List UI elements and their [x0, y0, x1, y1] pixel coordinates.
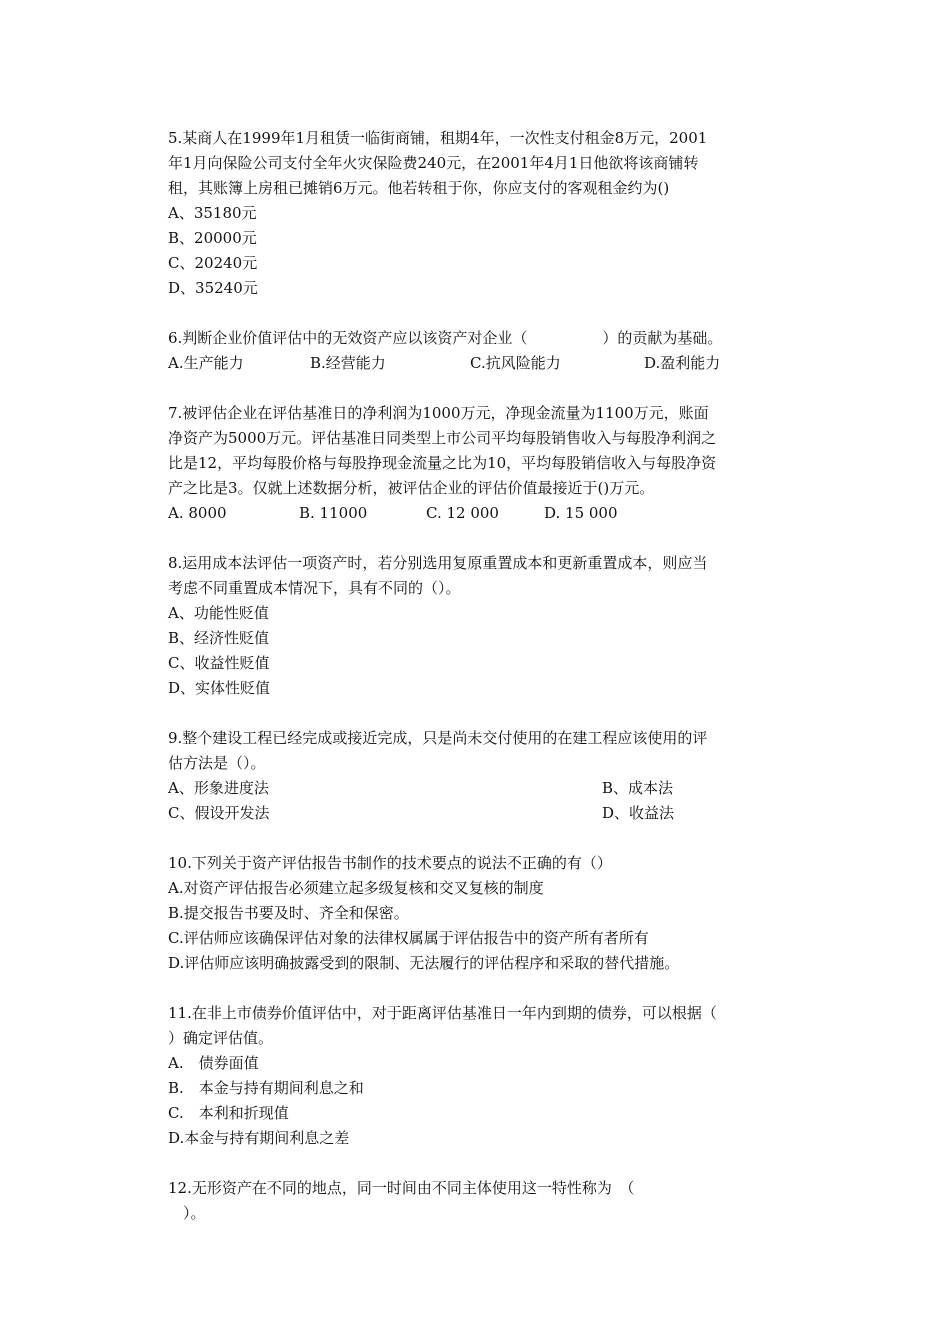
option-c: C.评估师应该确保评估对象的法律权属属于评估报告中的资产所有者所有 — [168, 929, 649, 947]
option-c: C、收益性贬值 — [168, 654, 270, 672]
option-a: A、35180元 — [168, 204, 257, 222]
options-row — [168, 501, 783, 526]
question-8-stem — [168, 551, 783, 601]
question-12 — [168, 1176, 783, 1226]
question-10 — [168, 851, 783, 976]
option-b: B.提交报告书要及时、齐全和保密。 — [168, 904, 409, 922]
question-6 — [168, 326, 783, 376]
question-10-stem — [168, 851, 783, 876]
question-7-stem — [168, 401, 783, 501]
stem-line: 10.下列关于资产评估报告书制作的技术要点的说法不正确的有（） — [168, 854, 612, 872]
stem-line: 估方法是（）。 — [168, 754, 266, 772]
options-row — [168, 351, 783, 376]
question-11 — [168, 1001, 783, 1151]
question-9 — [168, 726, 783, 826]
stem-line: ）确定评估值。 — [168, 1029, 274, 1047]
option-b: B、20000元 — [168, 229, 257, 247]
option-b: B.经营能力 — [310, 354, 386, 372]
option-b: B. 本金与持有期间利息之和 — [168, 1079, 364, 1097]
stem-line: 租，其账簿上房租已摊销6万元。他若转租于你，你应支付的客观租金约为() — [168, 179, 670, 197]
stem-line: ）。 — [168, 1204, 206, 1222]
stem-line: 产之比是3。仅就上述数据分析，被评估企业的评估价值最接近于()万元。 — [168, 479, 655, 497]
question-6-stem — [168, 326, 783, 351]
stem-line: 11.在非上市债券价值评估中，对于距离评估基准日一年内到期的债券，可以根据（ — [168, 1004, 717, 1022]
question-5-stem — [168, 126, 783, 201]
stem-line: 9.整个建设工程已经完成或接近完成，只是尚未交付使用的在建工程应该使用的评 — [168, 729, 708, 747]
options-row — [168, 801, 783, 826]
stem-line: 7.被评估企业在评估基准日的净利润为1000万元，净现金流量为1100万元，账面 — [168, 404, 709, 422]
options-row — [168, 776, 783, 801]
option-d: D、实体性贬值 — [168, 679, 271, 697]
option-c: C. 12 000 — [426, 504, 499, 522]
question-5 — [168, 126, 783, 301]
option-a: A. 债券面值 — [168, 1054, 259, 1072]
option-c: C.抗风险能力 — [470, 354, 561, 372]
stem-line: 8.运用成本法评估一项资产时，若分别选用复原重置成本和更新重置成本，则应当 — [168, 554, 708, 572]
stem-line: 5.某商人在1999年1月租赁一临街商铺，租期4年，一次性支付租金8万元，2001 — [168, 129, 708, 147]
stem-line: 考虑不同重置成本情况下，具有不同的（）。 — [168, 579, 461, 597]
option-b: B、成本法 — [602, 779, 674, 797]
question-7 — [168, 401, 783, 526]
option-d: D.评估师应该明确披露受到的限制、无法履行的评估程序和采取的替代措施。 — [168, 954, 680, 972]
option-d: D.本金与持有期间利息之差 — [168, 1129, 350, 1147]
option-b: B. 11000 — [299, 504, 368, 522]
option-d: D、收益法 — [602, 804, 675, 822]
question-9-stem — [168, 726, 783, 776]
option-c: C. 本利和折现值 — [168, 1104, 289, 1122]
option-d: D.盈利能力 — [644, 354, 721, 372]
option-a: A.生产能力 — [168, 354, 244, 372]
question-8 — [168, 551, 783, 701]
option-c: C、20240元 — [168, 254, 258, 272]
stem-line: 净资产为5000万元。评估基准日同类型上市公司平均每股销售收入与每股净利润之 — [168, 429, 717, 447]
question-12-stem — [168, 1176, 783, 1226]
option-b: B、经济性贬值 — [168, 629, 270, 647]
stem-line: 12.无形资产在不同的地点，同一时间由不同主体使用这一特性称为 （ — [168, 1179, 635, 1197]
option-d: D、35240元 — [168, 279, 258, 297]
option-a: A. 8000 — [168, 504, 227, 522]
option-a: A.对资产评估报告必须建立起多级复核和交叉复核的制度 — [168, 879, 544, 897]
exam-page — [168, 126, 783, 1251]
option-c: C、假设开发法 — [168, 804, 270, 822]
option-a: A、形象进度法 — [168, 779, 269, 797]
stem-line: 年1月向保险公司支付全年火灾保险费240元，在2001年4月1日他欲将该商铺转 — [168, 154, 699, 172]
option-d: D. 15 000 — [544, 504, 618, 522]
option-a: A、功能性贬值 — [168, 604, 269, 622]
stem-line: 6.判断企业价值评估中的无效资产应以该资产对企业（ ）的贡献为基础。 — [168, 329, 723, 347]
question-11-stem — [168, 1001, 783, 1051]
stem-line: 比是12，平均每股价格与每股挣现金流量之比为10，平均每股销信收入与每股净资 — [168, 454, 717, 472]
